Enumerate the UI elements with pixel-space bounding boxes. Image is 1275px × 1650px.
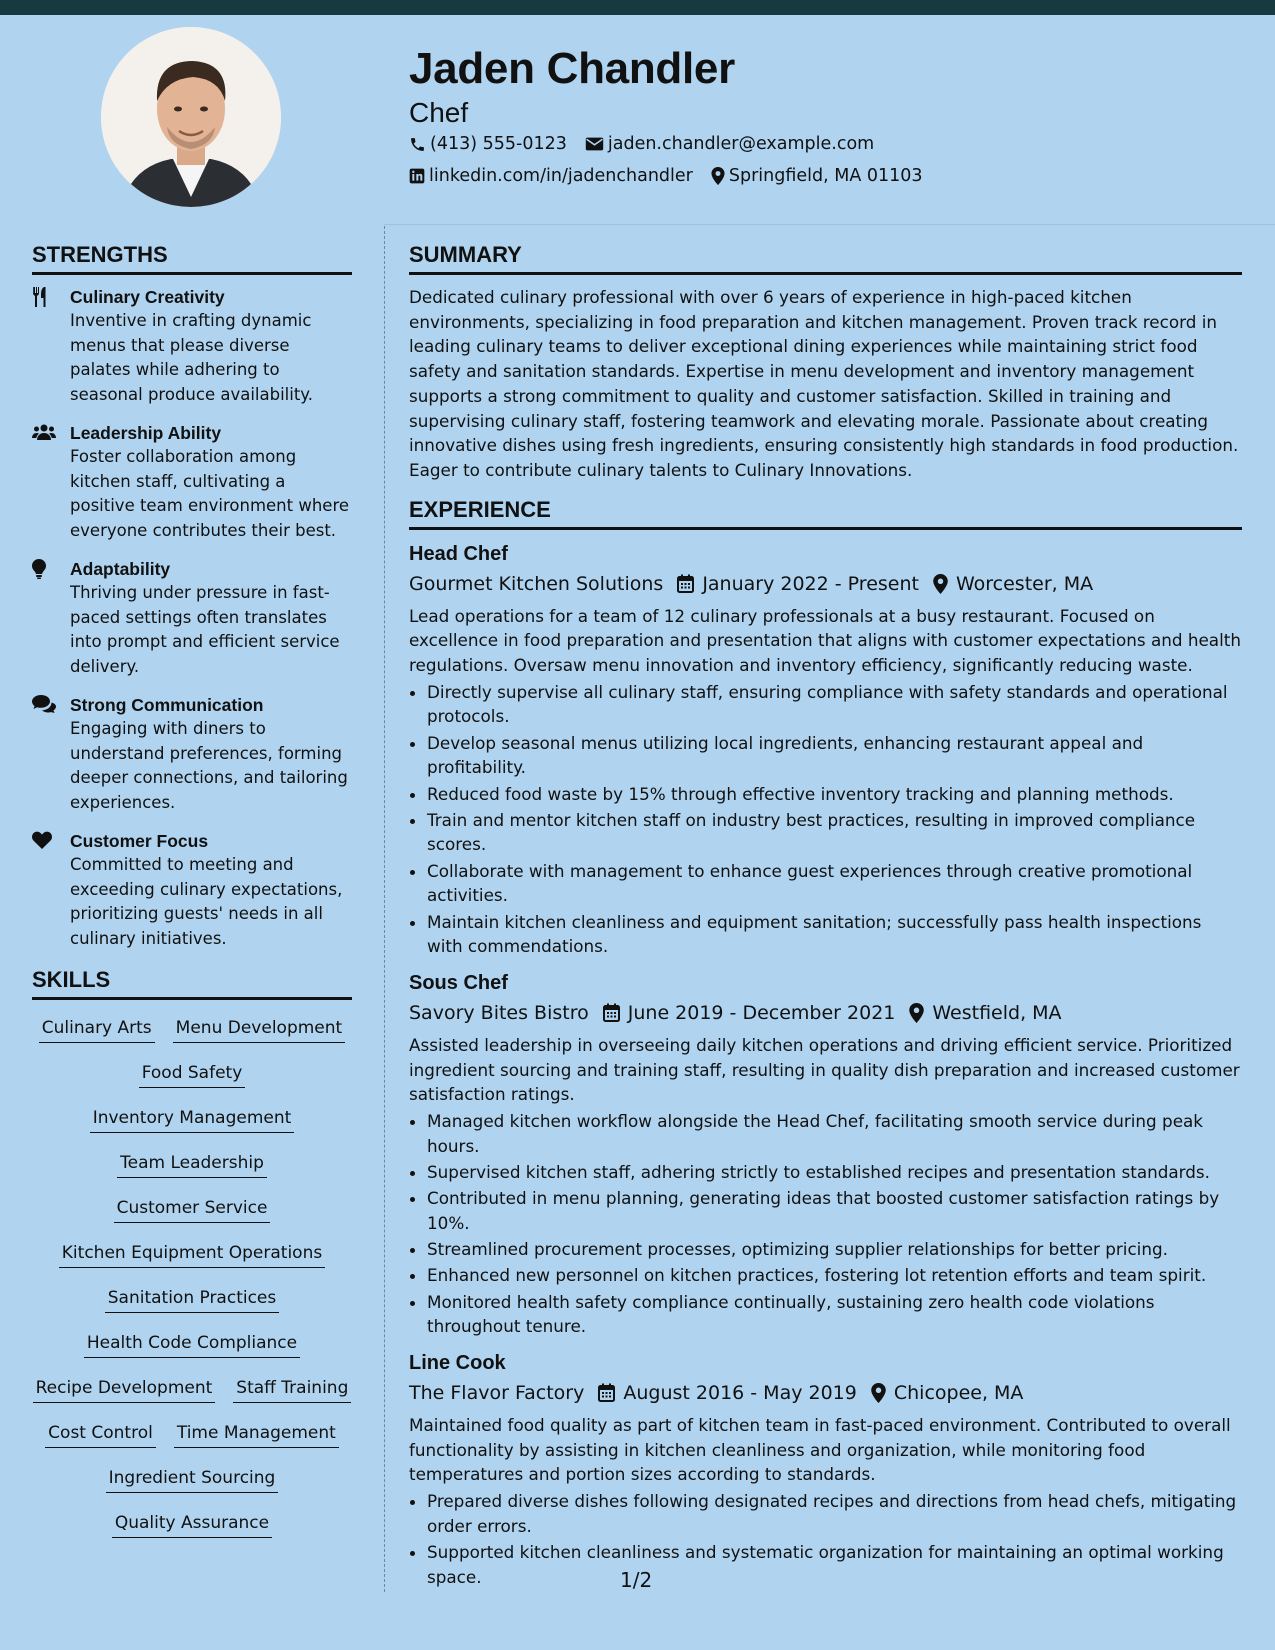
skills-heading: SKILLS (32, 965, 352, 1000)
job-bullet: • Contributed in menu planning, generating ideas that boosted customer satisfaction ratings by 10%. (427, 1186, 1242, 1235)
job-bullet: • Enhanced new personnel on kitchen practices, fostering lot retention efforts and team spirit. (427, 1263, 1242, 1288)
job-bullet: • Managed kitchen workflow alongside the Head Chef, facilitating smooth service during peak hours. (427, 1109, 1242, 1158)
email-text: jaden.chandler@example.com (607, 134, 875, 154)
job-company: Savory Bites Bistro (409, 1001, 589, 1024)
map-pin-icon (871, 1383, 886, 1403)
map-pin-icon (909, 1003, 924, 1023)
header-divider (384, 224, 1275, 225)
job-title: Sous Chef (409, 971, 508, 994)
phone-text: (413) 555-0123 (430, 134, 567, 154)
strength-desc: Engaging with diners to understand preferences, forming deeper connections, and tailoring experiences. (70, 719, 348, 812)
page-number: 1/2 (620, 1568, 653, 1592)
skill-tag: Culinary Arts (39, 1016, 155, 1043)
strength-item (32, 829, 352, 951)
left-column (32, 240, 352, 1556)
job-bullet: • Train and mentor kitchen staff on industry best practices, resulting in improved compliance scores. (427, 808, 1242, 857)
strength-item (32, 557, 352, 679)
skill-tag: Inventory Management (90, 1106, 295, 1133)
contact-row-1 (409, 128, 1239, 160)
location-contact (711, 160, 923, 192)
job-entry (409, 1349, 1242, 1589)
job-bullet: • Prepared diverse dishes following designated recipes and directions from head chefs, mitigating order errors. (427, 1489, 1242, 1538)
candidate-title: Chef (409, 97, 469, 128)
job-meta (409, 997, 1242, 1029)
experience-heading: EXPERIENCE (409, 495, 1242, 530)
skills-list (32, 1010, 352, 1556)
profile-photo (101, 27, 281, 207)
job-bullet: • Supported kitchen cleanliness and systematic organization for maintaining an optimal working space. (427, 1540, 1242, 1589)
linkedin-icon (409, 168, 425, 184)
strength-title: Leadership Ability (70, 423, 222, 443)
job-entry (409, 969, 1242, 1339)
job-meta (409, 1377, 1242, 1409)
heart-icon (32, 831, 52, 849)
email-contact[interactable] (585, 128, 874, 160)
skill-tag: Menu Development (173, 1016, 346, 1043)
job-bullets (409, 680, 1242, 959)
skill-tag: Team Leadership (117, 1151, 267, 1178)
job-bullet: • Reduced food waste by 15% through effective inventory tracking and planning methods. (427, 782, 1242, 807)
skill-tag: Customer Service (114, 1196, 271, 1223)
calendar-icon (677, 574, 694, 593)
summary-text: Dedicated culinary professional with over 6 years of experience in high-paced kitchen environments, specializing in food preparation and kitchen management. Proven track record in leading culinary teams to deliver exceptional dining experiences while maintaining strict food safety and sanitation standards. Expertise in menu development and inventory management supports a strong commitment to quality and customer satisfaction. Skilled in training and supervising culinary staff, fostering teamwork and elevating morale. Passionate about creating innovative dishes using fresh ingredients, ensuring consistently high standards in food production. Eager to contribute culinary talents to Culinary Innovations. (409, 287, 1239, 480)
job-description: Maintained food quality as part of kitchen team in fast-paced environment. Contributed to overall functionality by assisting in kitchen cleanliness and organization, while monitoring food temperatures and portion sizes according to standards. (409, 1414, 1231, 1485)
job-description: Lead operations for a team of 12 culinary professionals at a busy restaurant. Focused on excellence in food preparation and presentation that aligns with customer expectations and health regulations. Oversaw menu innovation and inventory efficiency, significantly reducing waste. (409, 605, 1241, 676)
job-description: Assisted leadership in overseeing daily kitchen operations and driving efficient service. Prioritized ingredient sourcing and training staff, resulting in quality dish preparation and increased customer satisfaction ratings. (409, 1034, 1240, 1105)
column-divider (384, 226, 385, 1592)
strength-desc: Thriving under pressure in fast-paced settings often translates into prompt and efficient service delivery. (70, 583, 340, 676)
strength-desc: Foster collaboration among kitchen staff, cultivating a positive team environment where everyone contributes their best. (70, 447, 350, 540)
contact-row-2 (409, 160, 1239, 192)
job-bullets (409, 1489, 1242, 1589)
phone-icon (409, 136, 426, 153)
candidate-name: Jaden Chandler (409, 44, 735, 93)
strength-item (32, 285, 352, 407)
skill-tag: Ingredient Sourcing (106, 1466, 279, 1493)
job-dates: August 2016 - May 2019 (623, 1381, 857, 1404)
utensils-icon (32, 287, 50, 307)
calendar-icon (598, 1383, 615, 1402)
job-bullet: • Maintain kitchen cleanliness and equipment sanitation; successfully pass health inspections with commendations. (427, 910, 1242, 959)
skill-tag: Health Code Compliance (84, 1331, 300, 1358)
job-bullet: • Develop seasonal menus utilizing local ingredients, enhancing restaurant appeal and profitability. (427, 731, 1242, 780)
job-bullet: • Directly supervise all culinary staff, ensuring compliance with safety standards and operational protocols. (427, 680, 1242, 729)
job-bullet: • Streamlined procurement processes, optimizing supplier relationships for better pricing. (427, 1237, 1242, 1262)
strength-title: Customer Focus (70, 831, 209, 851)
job-title: Head Chef (409, 542, 508, 565)
top-accent-bar (0, 0, 1275, 15)
comments-icon (32, 695, 56, 713)
linkedin-contact[interactable] (409, 160, 693, 192)
strength-item (32, 421, 352, 543)
strength-title: Adaptability (70, 559, 171, 579)
strength-desc: Committed to meeting and exceeding culinary expectations, prioritizing guests' needs in all culinary initiatives. (70, 855, 343, 948)
users-icon (32, 423, 56, 441)
calendar-icon (603, 1003, 620, 1022)
summary-heading: SUMMARY (409, 240, 1242, 275)
job-entry (409, 540, 1242, 959)
skill-tag: Cost Control (45, 1421, 156, 1448)
strength-title: Strong Communication (70, 695, 264, 715)
strengths-heading: STRENGTHS (32, 240, 352, 275)
skill-tag: Food Safety (139, 1061, 246, 1088)
linkedin-text: linkedin.com/in/jadenchandler (429, 166, 693, 186)
job-location: Worcester, MA (955, 572, 1094, 595)
phone-contact[interactable] (409, 128, 567, 160)
right-column (409, 240, 1242, 1599)
skill-tag: Kitchen Equipment Operations (59, 1241, 325, 1268)
job-dates: June 2019 - December 2021 (627, 1001, 896, 1024)
lightbulb-icon (32, 559, 46, 579)
envelope-icon (585, 136, 604, 152)
strength-title: Culinary Creativity (70, 287, 225, 307)
skill-tag: Quality Assurance (112, 1511, 272, 1538)
job-location: Westfield, MA (932, 1001, 1062, 1024)
job-location: Chicopee, MA (893, 1381, 1024, 1404)
map-pin-icon (711, 167, 725, 185)
job-dates: January 2022 - Present (702, 572, 919, 595)
job-title: Line Cook (409, 1351, 506, 1374)
strength-desc: Inventive in crafting dynamic menus that please diverse palates while adhering to seasonal produce availability. (70, 311, 313, 404)
job-bullets (409, 1109, 1242, 1339)
job-bullet: • Monitored health safety compliance continually, sustaining zero health code violations throughout tenure. (427, 1290, 1242, 1339)
job-company: Gourmet Kitchen Solutions (409, 572, 664, 595)
location-text: Springfield, MA 01103 (728, 166, 923, 186)
skill-tag: Staff Training (233, 1376, 351, 1403)
job-meta (409, 568, 1242, 600)
job-bullet: • Supervised kitchen staff, adhering strictly to established recipes and presentation standards. (427, 1160, 1242, 1185)
strength-item (32, 693, 352, 815)
job-company: The Flavor Factory (409, 1381, 585, 1404)
skill-tag: Recipe Development (33, 1376, 216, 1403)
job-bullet: • Collaborate with management to enhance guest experiences through creative promotional activities. (427, 859, 1242, 908)
skill-tag: Sanitation Practices (105, 1286, 280, 1313)
map-pin-icon (933, 574, 948, 594)
header (409, 42, 1239, 192)
skill-tag: Time Management (174, 1421, 339, 1448)
